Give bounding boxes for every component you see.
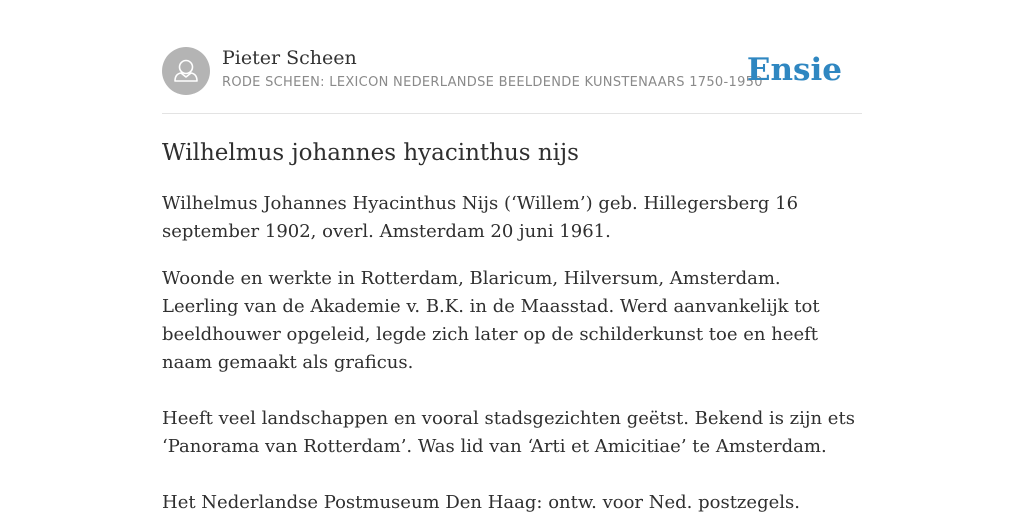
line-break-spacer <box>162 461 862 489</box>
ensie-logo[interactable]: Ensie <box>746 52 842 88</box>
paragraph-career <box>162 265 862 512</box>
article-title: Wilhelmus johannes hyacinthus nijs <box>162 140 579 166</box>
avatar[interactable] <box>162 47 210 95</box>
source-label[interactable]: RODE SCHEEN: LEXICON NEDERLANDSE BEELDENDE KUNSTENAARS 1750-1950 <box>222 75 763 90</box>
paragraph-stamps-text: Het Nederlandse Postmuseum Den Haag: ontw. voor Ned. postzegels. <box>162 492 800 512</box>
paragraph-birth-death: Wilhelmus Johannes Hyacinthus Nijs (‘Willem’) geb. Hillegersberg 16 september 1902, overl. Amsterdam 20 juni 1961. <box>162 193 799 242</box>
author-name[interactable]: Pieter Scheen <box>222 47 357 69</box>
article-body <box>162 190 862 512</box>
paragraph-etchings-text: Heeft veel landschappen en vooral stadsgezichten geëtst. Bekend is zijn ets ‘Panorama van Rotterdam’. Was lid van ‘Arti et Amicitiae’ te Amsterdam. <box>162 408 855 457</box>
paragraph-career-text: Woonde en werkte in Rotterdam, Blaricum, Hilversum, Amsterdam. Leerling van de Akademie v. B.K. in de Maasstad. Werd aanvankelijk tot beeldhouwer opgeleid, legde zich later op de schilderkunst toe en heeft naam gemaakt als graficus. <box>162 268 820 373</box>
user-silhouette-icon <box>162 47 210 95</box>
article-header <box>162 46 862 96</box>
line-break-spacer <box>162 377 862 405</box>
header-divider <box>162 113 862 114</box>
